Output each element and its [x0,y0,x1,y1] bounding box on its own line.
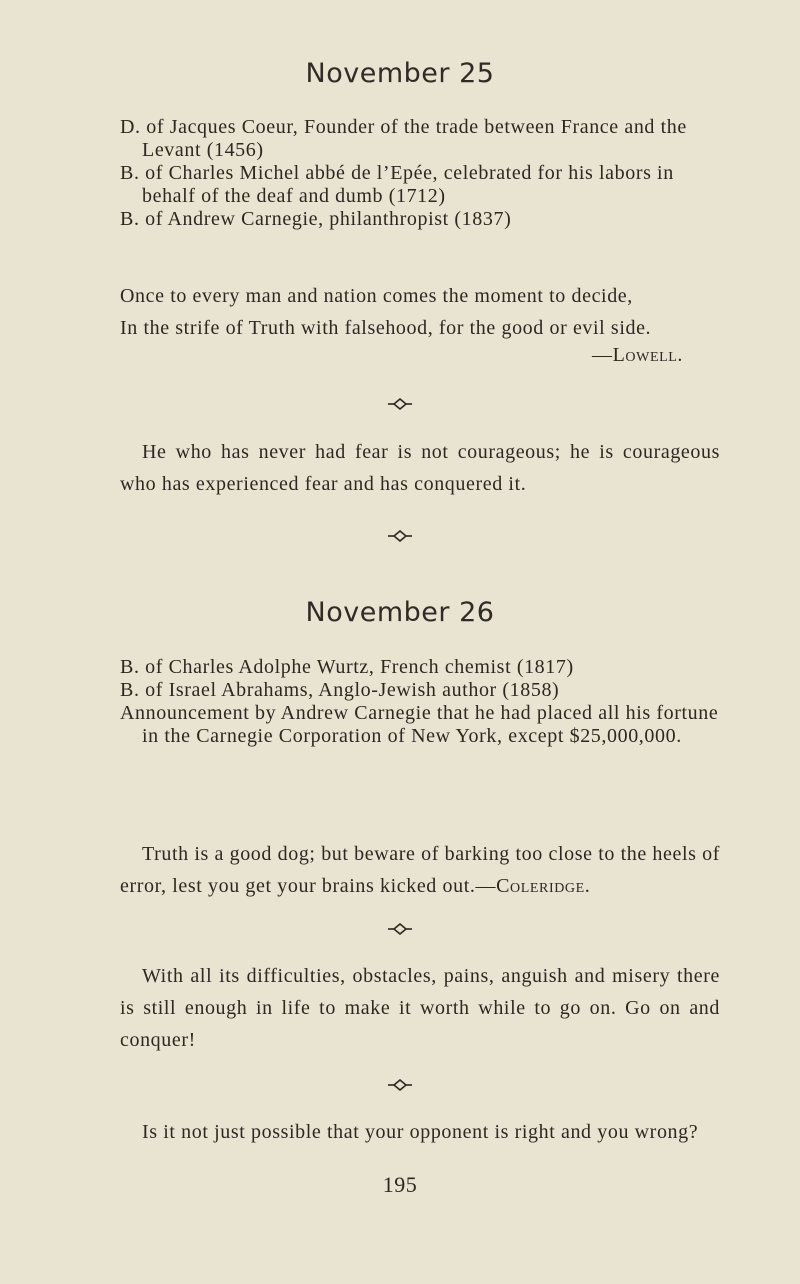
ornament-divider-icon [388,1079,412,1091]
page-number: 195 [382,1172,418,1197]
event-item: B. of Charles Michel abbé de l’Epée, celebrated for his labors in behalf of the deaf and dumb (1712) [120,162,674,207]
event-item: B. of Andrew Carnegie, philanthropist (1837) [120,208,512,230]
quote-attribution: —Lowell. [592,344,683,366]
event-item: B. of Israel Abrahams, Anglo-Jewish author (1858) [120,679,560,701]
ornament-divider-icon [388,530,412,542]
quote-courage: He who has never had fear is not courageous; he is courageous who has experienced fear and has conquered it. [120,441,720,495]
event-item: Announcement by Andrew Carnegie that he had placed all his fortune in the Carnegie Corporation of New York, except $25,000,000. [120,702,719,747]
ornament-divider-icon [388,923,412,935]
ornament-divider-icon [388,398,412,410]
quote-poem-lowell [120,280,720,344]
quote-truth-dog [120,838,720,902]
event-item: B. of Charles Adolphe Wurtz, French chemist (1817) [120,656,574,678]
quote-opponent: Is it not just possible that your opponent is right and you wrong? [142,1121,699,1143]
events-list-nov-26 [120,656,720,748]
section-heading-nov-26: November 26 [305,597,495,628]
section-heading-nov-25: November 25 [305,58,495,89]
event-item: D. of Jacques Coeur, Founder of the trade between France and the Levant (1456) [120,116,687,161]
quote-attribution: —Coleridge. [475,875,591,897]
events-list-nov-25 [120,116,720,231]
quote-text: Truth is a good dog; but beware of barking too close to the heels of error, lest you get your brains kicked out. [120,843,720,897]
quote-go-on: With all its difficulties, obstacles, pains, anguish and misery there is still enough in life to make it worth while to go on. Go on and conquer! [120,965,720,1051]
poem-line: In the strife of Truth with falsehood, for the good or evil side. [120,317,652,339]
poem-line: Once to every man and nation comes the moment to decide, [120,285,633,307]
